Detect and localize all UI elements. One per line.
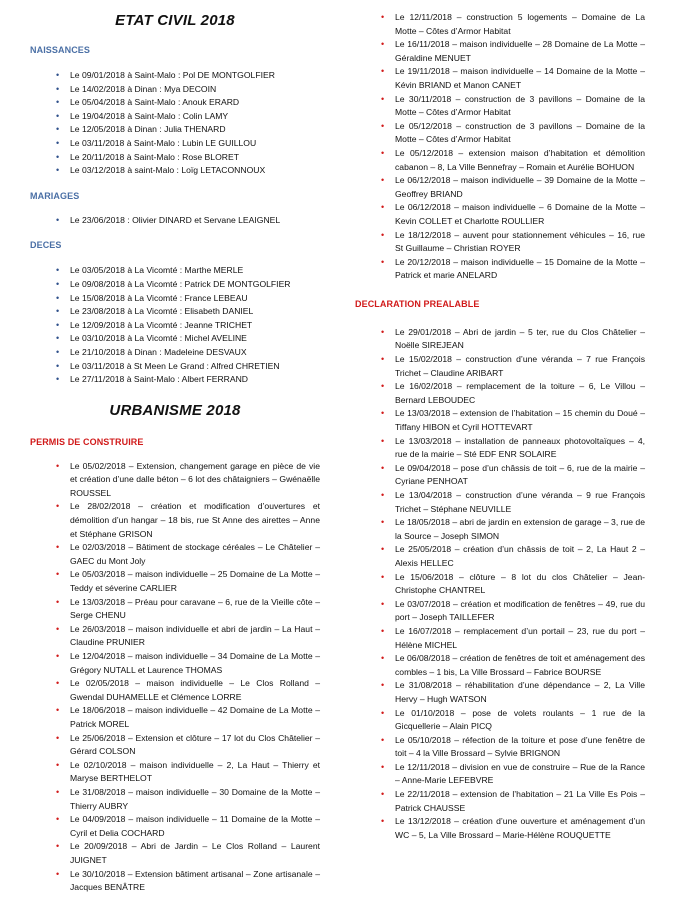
list-item-text: Le 30/11/2018 – construction de 3 pavillons – Domaine de la Motte – Côtes d’Armor Habitat xyxy=(395,93,645,118)
list-item-text: Le 05/03/2018 – maison individuelle – 25 Domaine de La Motte – Teddy et séverine CARLIER xyxy=(70,569,320,594)
list-item-text: Le 26/03/2018 – maison individuelle et abri de jardin – La Haut – Claudine PRUNIER xyxy=(70,623,320,648)
list-item xyxy=(30,786,320,813)
list-item-text: Le 12/09/2018 à La Vicomté : Jeanne TRICHET xyxy=(70,319,253,330)
list-item-text: Le 13/03/2018 – Préau pour caravane – 6, rue de la Vieille côte – Serge CHENU xyxy=(70,596,320,621)
list-item xyxy=(355,93,645,120)
list-item-text: Le 23/06/2018 : Olivier DINARD et Servane LEAIGNEL xyxy=(70,214,281,225)
list-item xyxy=(30,332,320,346)
list-item xyxy=(30,568,320,595)
list-item xyxy=(30,110,320,124)
list-item-text: Le 20/12/2018 – maison individuelle – 15 Domaine de la Motte – Patrick et marie ANELARD xyxy=(395,256,645,281)
list-item xyxy=(30,69,320,83)
list-item-text: Le 27/11/2018 à Saint-Malo : Albert FERRAND xyxy=(70,374,249,385)
bullet-icon: • xyxy=(56,596,60,607)
naissances-heading: NAISSANCES xyxy=(30,45,91,55)
list-item xyxy=(30,500,320,541)
list-item xyxy=(355,11,645,38)
bullet-icon: • xyxy=(56,460,60,471)
list-item xyxy=(355,120,645,147)
list-item-text: Le 06/12/2018 – maison individuelle – 6 Domaine de la Motte – Kevin COLLET et Charlotte ROULLIER xyxy=(395,202,645,226)
list-item-text: Le 05/04/2018 à Saint-Malo : Anouk ERARD xyxy=(70,97,240,108)
urbanisme-title: URBANISME 2018 xyxy=(109,401,241,419)
list-item xyxy=(30,759,320,786)
list-item-text: Le 06/08/2018 – création de fenêtres de toit et aménagement des combles – 1 bis, La Ville Brossard – Fabrice BOURSE xyxy=(395,653,645,677)
list-item-text: Le 06/12/2018 – maison individuelle – 39 Domaine de la Motte – Geoffrey BRIAND xyxy=(395,175,645,199)
bullet-icon: • xyxy=(56,265,60,276)
list-item xyxy=(30,840,320,867)
etat-civil-title: ETAT CIVIL 2018 xyxy=(115,12,235,29)
list-item xyxy=(355,516,645,543)
bullet-icon: • xyxy=(381,229,385,240)
list-item-text: Le 31/08/2018 – maison individuelle – 30 Domaine de la Motte – Thierry AUBRY xyxy=(70,786,320,811)
bullet-icon: • xyxy=(381,761,385,772)
bullet-icon: • xyxy=(381,571,385,582)
list-item-text: Le 16/07/2018 – remplacement d’un portail – 23, rue du port – Hélène MICHEL xyxy=(395,625,645,650)
list-item-text: Le 05/02/2018 – Extension, changement garage en pièce de vie et création d’une dalle béton – 6 lot des châtaigniers – Gwénaëlle ROUSSEL xyxy=(70,460,320,498)
list-item-text: Le 19/11/2018 – maison individuelle – 14 Domaine de la Motte – Kévin BRIAND et Manon CANET xyxy=(395,66,645,90)
list-item-text: Le 25/05/2018 – création d’un châssis de toit – 2, La Haut 2 – Alexis HELLEC xyxy=(395,544,645,568)
bullet-icon: • xyxy=(381,93,385,104)
bullet-icon: • xyxy=(381,202,385,213)
list-item-text: Le 21/10/2018 à Dinan : Madeleine DESVAUX xyxy=(70,346,247,357)
declaration-list xyxy=(355,326,645,843)
list-item xyxy=(30,137,320,151)
bullet-icon: • xyxy=(381,435,385,446)
list-item-text: Le 12/05/2018 à Dinan : Julia THENARD xyxy=(70,124,226,135)
list-item-text: Le 02/05/2018 – maison individuelle – Le Clos Rolland – Gwendal DUHAMELLE et Clémence LORRE xyxy=(70,678,320,702)
bullet-icon: • xyxy=(381,147,385,158)
bullet-icon: • xyxy=(381,66,385,77)
bullet-icon: • xyxy=(56,97,60,108)
list-item-text: Le 09/01/2018 à Saint-Malo : Pol DE MONTGOLFIER xyxy=(70,70,275,80)
bullet-icon: • xyxy=(56,214,60,225)
bullet-icon: • xyxy=(381,598,385,609)
bullet-icon: • xyxy=(381,544,385,555)
bullet-icon: • xyxy=(56,841,60,852)
bullet-icon: • xyxy=(56,732,60,743)
list-item xyxy=(355,652,645,679)
list-item xyxy=(355,256,645,283)
permis-list-left xyxy=(30,460,320,895)
bullet-icon: • xyxy=(56,868,60,879)
list-item-text: Le 22/11/2018 – extension de l’habitation – 21 La Ville Es Pois – Patrick CHAUSSE xyxy=(395,789,645,813)
mariages-list xyxy=(30,214,320,228)
list-item xyxy=(30,151,320,165)
right-column xyxy=(355,0,645,842)
bullet-icon: • xyxy=(56,165,60,176)
list-item xyxy=(355,571,645,598)
list-item xyxy=(355,707,645,734)
list-item-text: Le 12/11/2018 – division en vue de construire – Rue de la Rance – Anne-Marie LEFEBVRE xyxy=(395,761,645,786)
bullet-icon: • xyxy=(381,625,385,636)
list-item xyxy=(355,229,645,256)
list-item xyxy=(30,373,320,387)
list-item xyxy=(355,435,645,462)
list-item-text: Le 18/05/2018 – abri de jardin en extension de garage – 3, rue de la Source – Joseph SIMON xyxy=(395,517,645,541)
list-item xyxy=(30,623,320,650)
list-item xyxy=(30,460,320,501)
naissances-list xyxy=(30,69,320,178)
list-item-text: Le 15/08/2018 à La Vicomté : France LEBEAU xyxy=(70,292,248,303)
list-item xyxy=(30,83,320,97)
list-item-text: Le 04/09/2018 – maison individuelle – 11 Domaine de la Motte – Cyril et Delia COCHARD xyxy=(70,814,320,838)
bullet-icon: • xyxy=(381,490,385,500)
deces-list xyxy=(30,264,320,386)
bullet-icon: • xyxy=(381,408,385,419)
list-item xyxy=(30,360,320,374)
list-item-text: Le 02/03/2018 – Bâtiment de stockage céréales – Le Châtelier – GAEC du Mont Joly xyxy=(70,542,320,566)
bullet-icon: • xyxy=(56,137,60,148)
list-item xyxy=(30,214,320,228)
bullet-icon: • xyxy=(56,278,60,289)
list-item-text: Le 13/03/2018 – installation de panneaux photovoltaïques – 4, rue de la mairie – Sté EDF ENR SOLAIRE xyxy=(395,435,645,460)
list-item-text: Le 25/06/2018 – Extension et clôture – 17 lot du Clos Châtelier – Gérard COLSON xyxy=(70,732,320,757)
bullet-icon: • xyxy=(56,678,60,689)
list-item xyxy=(30,123,320,137)
list-item-text: Le 05/10/2018 – réfection de la toiture et pose d’une fenêtre de toit – 4 la Ville Brossard – Sylvie BRIGNON xyxy=(395,734,645,759)
list-item-text: Le 14/02/2018 à Dinan : Mya DECOIN xyxy=(70,83,217,94)
bullet-icon: • xyxy=(56,70,60,80)
bullet-icon: • xyxy=(381,734,385,745)
list-item-text: Le 31/08/2018 – réhabilitation d’une dépendance – 2, La Ville Hervy – Hugh WATSON xyxy=(395,680,645,704)
list-item xyxy=(355,201,645,228)
list-item-text: Le 15/02/2018 – construction d’une véranda – 7 rue François Trichet – Claudine ARIBART xyxy=(395,354,645,378)
bullet-icon: • xyxy=(56,306,60,317)
bullet-icon: • xyxy=(381,680,385,691)
list-item xyxy=(355,625,645,652)
bullet-icon: • xyxy=(56,110,60,121)
list-item-text: Le 09/04/2018 – pose d’un châssis de toit – 6, rue de la mairie – Cyriane PENHOAT xyxy=(395,462,645,487)
left-column xyxy=(30,0,320,895)
bullet-icon: • xyxy=(56,346,60,357)
list-item xyxy=(355,326,645,353)
list-item xyxy=(355,65,645,92)
list-item xyxy=(30,704,320,731)
list-item xyxy=(355,761,645,788)
list-item-text: Le 18/06/2018 – maison individuelle – 42 Domaine de La Motte – Patrick MOREL xyxy=(70,705,320,729)
list-item xyxy=(355,407,645,434)
list-item xyxy=(30,868,320,895)
list-item-text: Le 16/11/2018 – maison individuelle – 28 Domaine de La Motte – Géraldine MENUET xyxy=(395,39,645,63)
bullet-icon: • xyxy=(56,374,60,385)
bullet-icon: • xyxy=(56,292,60,303)
list-item xyxy=(30,264,320,278)
list-item xyxy=(30,96,320,110)
permis-list-right xyxy=(355,11,645,283)
list-item-text: Le 20/09/2018 – Abri de Jardin – Le Clos Rolland – Laurent JUIGNET xyxy=(70,841,320,865)
list-item-text: Le 12/11/2018 – construction 5 logements – Domaine de La Motte – Côtes d’Armor Habitat xyxy=(395,12,645,36)
list-item xyxy=(355,679,645,706)
list-item-text: Le 01/10/2018 – pose de volets roulants – 1 rue de la Gicquellerie – Alain PICQ xyxy=(395,707,645,732)
list-item xyxy=(30,732,320,759)
list-item-text: Le 03/05/2018 à La Vicomté : Marthe MERLE xyxy=(70,265,244,276)
bullet-icon: • xyxy=(381,381,385,392)
list-item-text: Le 12/04/2018 – maison individuelle – 34 Domaine de La Motte – Grégory NUTALL et Laurence THOMAS xyxy=(70,651,320,675)
mariages-heading: MARIAGES xyxy=(30,190,80,201)
list-item-text: Le 03/12/2018 à saint-Malo : Loïg LETACONNOUX xyxy=(70,165,266,176)
bullet-icon: • xyxy=(56,319,60,330)
list-item-text: Le 30/10/2018 – Extension bâtiment artisanal – Zone artisanale – Jacques BENÂTRE xyxy=(70,868,320,893)
bullet-icon: • xyxy=(381,12,385,22)
list-item-text: Le 03/07/2018 – création et modification de fenêtres – 49, rue du port – Joseph TAILLEFER xyxy=(395,598,645,623)
list-item xyxy=(30,650,320,677)
bullet-icon: • xyxy=(381,175,385,186)
list-item xyxy=(30,164,320,178)
declaration-heading: DECLARATION PREALABLE xyxy=(355,298,480,309)
list-item xyxy=(30,677,320,704)
bullet-icon: • xyxy=(381,326,385,337)
bullet-icon: • xyxy=(56,124,60,135)
bullet-icon: • xyxy=(381,354,385,365)
list-item xyxy=(355,598,645,625)
list-item-text: Le 02/10/2018 – maison individuelle – 2, La Haut – Thierry et Maryse BERTHELOT xyxy=(70,759,320,784)
list-item xyxy=(355,815,645,842)
bullet-icon: • xyxy=(56,83,60,94)
bullet-icon: • xyxy=(56,786,60,797)
bullet-icon: • xyxy=(56,759,60,770)
bullet-icon: • xyxy=(56,360,60,371)
list-item xyxy=(355,734,645,761)
list-item xyxy=(355,147,645,174)
bullet-icon: • xyxy=(381,256,385,267)
bullet-icon: • xyxy=(381,517,385,528)
list-item-text: Le 13/03/2018 – extension de l’habitation – 15 chemin du Doué – Tiffany HIBON et Cyril HOTTEVART xyxy=(395,408,645,433)
list-item xyxy=(30,541,320,568)
list-item-text: Le 03/11/2018 à Saint-Malo : Lubin LE GUILLOU xyxy=(70,137,257,148)
list-item xyxy=(30,813,320,840)
list-item-text: Le 05/12/2018 – extension maison d’habitation et démolition cabanon – 8, La Ville Bennefray – Romain et Aurélie BOHUON xyxy=(395,147,645,172)
bullet-icon: • xyxy=(381,462,385,473)
list-item-text: Le 20/11/2018 à Saint-Malo : Rose BLORET xyxy=(70,151,239,162)
bullet-icon: • xyxy=(56,569,60,580)
list-item-text: Le 19/04/2018 à Saint-Malo : Colin LAMY xyxy=(70,110,229,121)
list-item xyxy=(30,596,320,623)
list-item xyxy=(355,380,645,407)
list-item xyxy=(355,353,645,380)
list-item-text: Le 15/06/2018 – clôture – 8 lot du clos Châtelier – Jean-Christophe CHANTREL xyxy=(395,571,645,596)
list-item xyxy=(30,292,320,306)
list-item xyxy=(355,489,645,516)
bullet-icon: • xyxy=(56,333,60,344)
list-item-text: Le 13/12/2018 – création d’une ouverture et aménagement d’un WC – 5, La Ville Brossard – Marie-Hélène ROUQUETTE xyxy=(395,816,645,840)
bullet-icon: • xyxy=(381,707,385,718)
list-item-text: Le 16/02/2018 – remplacement de la toiture – 6, Le Villou – Bernard LEBOUDEC xyxy=(395,381,645,405)
bullet-icon: • xyxy=(56,542,60,553)
list-item-text: Le 03/11/2018 à St Meen Le Grand : Alfred CHRETIEN xyxy=(70,360,280,371)
bullet-icon: • xyxy=(381,653,385,664)
list-item-text: Le 29/01/2018 – Abri de jardin – 5 ter, rue du Clos Châtelier – Noëlle SIREJEAN xyxy=(395,326,645,351)
list-item-text: Le 05/12/2018 – construction de 3 pavillons – Domaine de la Motte – Côtes d’Armor Habitat xyxy=(395,120,645,145)
bullet-icon: • xyxy=(381,816,385,827)
bullet-icon: • xyxy=(381,789,385,800)
bullet-icon: • xyxy=(56,705,60,716)
deces-heading: DECES xyxy=(30,240,62,251)
list-item xyxy=(30,346,320,360)
list-item-text: Le 28/02/2018 – création et modification d’ouvertures et démolition d’un hangar – 18 bis, rue St Anne des airettes – Anne et Stéphane GRISON xyxy=(70,501,320,539)
bullet-icon: • xyxy=(381,120,385,131)
list-item xyxy=(355,543,645,570)
bullet-icon: • xyxy=(56,623,60,634)
list-item-text: Le 23/08/2018 à La Vicomté : Elisabeth DANIEL xyxy=(70,306,254,317)
bullet-icon: • xyxy=(56,651,60,661)
list-item xyxy=(30,278,320,292)
list-item xyxy=(355,174,645,201)
list-item-text: Le 18/12/2018 – auvent pour stationnement véhicules – 16, rue St Guillaume – Christian ROYER xyxy=(395,229,645,254)
list-item xyxy=(30,305,320,319)
list-item-text: Le 09/08/2018 à La Vicomté : Patrick DE MONTGOLFIER xyxy=(70,278,291,289)
bullet-icon: • xyxy=(56,151,60,162)
permis-heading: PERMIS DE CONSTRUIRE xyxy=(30,436,144,447)
list-item-text: Le 03/10/2018 à La Vicomté : Michel AVELINE xyxy=(70,333,247,344)
list-item xyxy=(355,38,645,65)
list-item xyxy=(355,462,645,489)
bullet-icon: • xyxy=(56,814,60,825)
bullet-icon: • xyxy=(56,501,60,512)
list-item-text: Le 13/04/2018 – construction d’une véranda – 9 rue François Trichet – Stéphane NEUVILLE xyxy=(395,490,645,514)
bullet-icon: • xyxy=(381,39,385,50)
list-item xyxy=(355,788,645,815)
list-item xyxy=(30,319,320,333)
